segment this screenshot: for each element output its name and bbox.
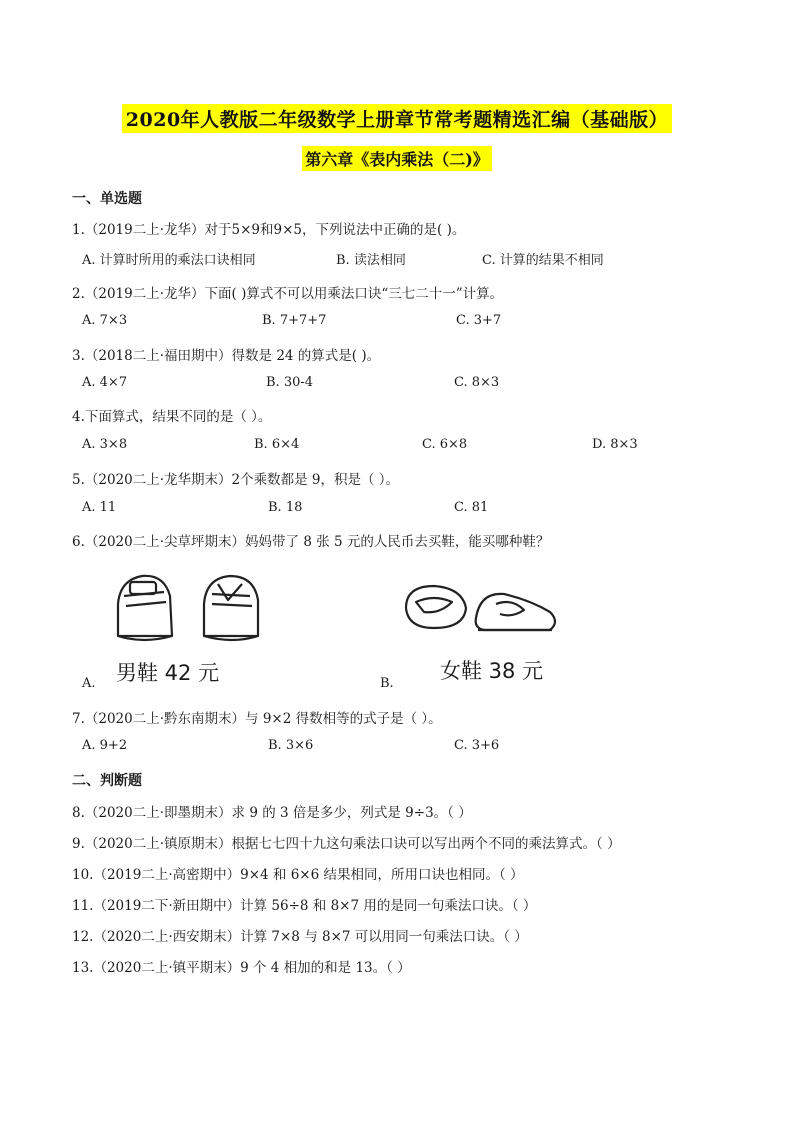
q1-option-b[interactable]: B. 读法相同 <box>336 253 406 268</box>
q3-option-b[interactable]: B. 30-4 <box>266 375 314 390</box>
q7-option-a[interactable]: A. 9+2 <box>82 738 128 753</box>
question-4: 4.下面算式，结果不同的是（ ）。 <box>72 409 272 425</box>
q1-option-c[interactable]: C. 计算的结果不相同 <box>482 253 604 268</box>
question-6: 6.（2020二上·尖草坪期末）妈妈带了 8 张 5 元的人民币去买鞋，能买哪种鞋？ <box>72 534 550 550</box>
q3-option-c[interactable]: C. 8×3 <box>454 375 500 390</box>
q1-option-a[interactable]: A. 计算时所用的乘法口诀相同 <box>82 253 256 268</box>
q6-option-b[interactable]: B. <box>380 676 394 691</box>
q5-option-b[interactable]: B. 18 <box>268 500 303 515</box>
q6-price-womens: 女鞋 38 元 <box>440 659 544 683</box>
q7-option-c[interactable]: C. 3+6 <box>454 738 500 753</box>
title-container <box>0 104 794 133</box>
womens-shoes-image <box>400 578 562 638</box>
q4-option-b[interactable]: B. 6×4 <box>254 437 300 452</box>
question-1: 1.（2019二上·龙华）对于5×9和9×5，下列说法中正确的是( )。 <box>72 222 466 238</box>
question-8: 8.（2020二上·即墨期末）求 9 的 3 倍是多少，列式是 9÷3。（ ） <box>72 805 472 821</box>
subtitle-container <box>0 146 794 171</box>
question-12: 12.（2020二上·西安期末）计算 7×8 与 8×7 可以用同一句乘法口诀。（ ） <box>72 929 528 945</box>
page-title: 2020年人教版二年级数学上册章节常考题精选汇编（基础版） <box>122 104 672 133</box>
question-7: 7.（2020二上·黔东南期末）与 9×2 得数相等的式子是（ ）。 <box>72 711 442 727</box>
question-5: 5.（2020二上·龙华期末）2个乘数都是 9，积是（ ）。 <box>72 472 400 488</box>
question-11: 11.（2019二下·新田期中）计算 56÷8 和 8×7 用的是同一句乘法口诀。（ ） <box>72 898 537 914</box>
question-13: 13.（2020二上·镇平期末）9 个 4 相加的和是 13。（ ） <box>72 960 411 976</box>
q7-option-b[interactable]: B. 3×6 <box>268 738 314 753</box>
question-9: 9.（2020二上·镇原期末）根据七七四十九这句乘法口诀可以写出两个不同的乘法算式。（ ） <box>72 836 621 852</box>
section-heading-true-false: 二、判断题 <box>72 773 142 789</box>
q2-option-b[interactable]: B. 7+7+7 <box>262 313 327 328</box>
q5-option-a[interactable]: A. 11 <box>82 500 117 515</box>
question-2: 2.（2019二上·龙华）下面( )算式不可以用乘法口诀“三七二十一”计算。 <box>72 286 504 302</box>
chapter-subtitle: 第六章《表内乘法（二)》 <box>302 146 492 171</box>
mens-shoes-image <box>108 566 268 648</box>
q4-option-c[interactable]: C. 6×8 <box>422 437 468 452</box>
q4-option-d[interactable]: D. 8×3 <box>592 437 638 452</box>
q5-option-c[interactable]: C. 81 <box>454 500 489 515</box>
q3-option-a[interactable]: A. 4×7 <box>82 375 128 390</box>
section-heading-single-choice: 一、单选题 <box>72 191 142 207</box>
q2-option-c[interactable]: C. 3+7 <box>456 313 502 328</box>
question-3: 3.（2018二上·福田期中）得数是 24 的算式是( )。 <box>72 348 381 364</box>
womens-shoes-icon <box>400 578 562 638</box>
question-10: 10.（2019二上·高密期中）9×4 和 6×6 结果相同，所用口诀也相同。（ ） <box>72 867 524 883</box>
q2-option-a[interactable]: A. 7×3 <box>82 313 128 328</box>
q6-option-a[interactable]: A. <box>82 676 96 691</box>
mens-shoes-icon <box>108 566 268 648</box>
q4-option-a[interactable]: A. 3×8 <box>82 437 128 452</box>
q6-price-mens: 男鞋 42 元 <box>116 661 220 685</box>
